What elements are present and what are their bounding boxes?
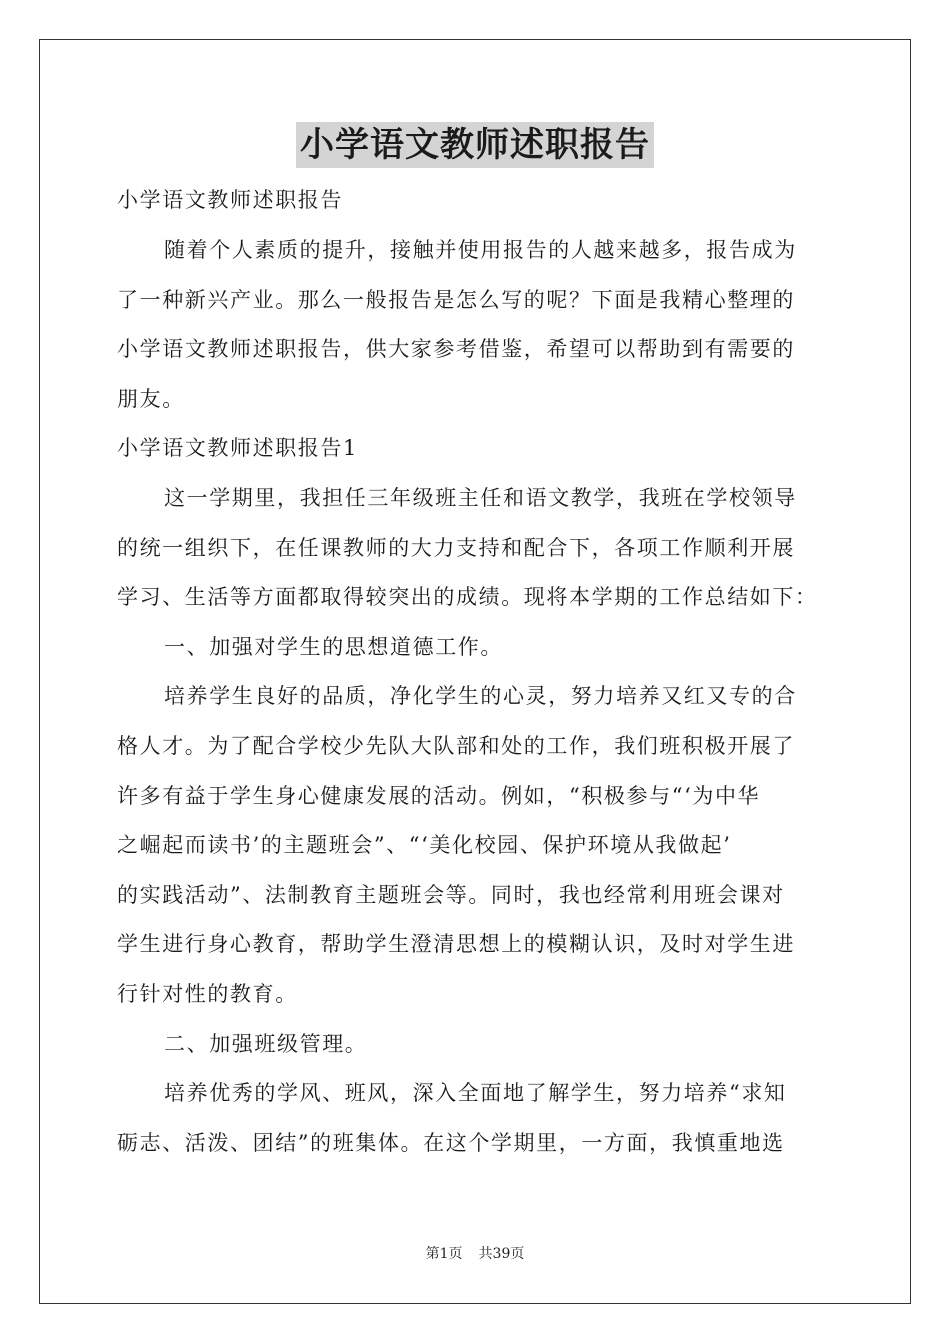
title-container [0, 122, 950, 168]
page-number: 第1页 [425, 1246, 463, 1262]
paragraph-line: 培养学生良好的品质，净化学生的心灵，努力培养又红又专的合 [164, 684, 797, 709]
page-total: 共39页 [478, 1246, 525, 1262]
subtitle-line: 小学语文教师述职报告 [117, 188, 343, 212]
paragraph-line: 小学语文教师述职报告，供大家参考借鉴，希望可以帮助到有需要的 [117, 337, 795, 362]
paragraph-line: 这一学期里，我担任三年级班主任和语文教学，我班在学校领导 [164, 485, 797, 510]
paragraph-line: 了一种新兴产业。那么一般报告是怎么写的呢？下面是我精心整理的 [117, 287, 795, 312]
paragraph-line: 随着个人素质的提升，接触并使用报告的人越来越多，报告成为 [164, 238, 797, 262]
paragraph-line: 培养优秀的学风、班风，深入全面地了解学生，努力培养“求知 [164, 1081, 787, 1106]
subsection-heading: 二、加强班级管理。 [164, 1031, 368, 1056]
paragraph-line: 学生进行身心教育，帮助学生澄清思想上的模糊认识，及时对学生进 [117, 932, 795, 957]
subsection-heading: 一、加强对学生的思想道德工作。 [164, 634, 503, 659]
page-footer [0, 1243, 950, 1263]
paragraph-line: 的实践活动”、法制教育主题班会等。同时，我也经常利用班会课对 [117, 882, 785, 907]
paragraph-line: 学习、生活等方面都取得较突出的成绩。现将本学期的工作总结如下： [117, 585, 818, 610]
paragraph-line: 朋友。 [117, 386, 185, 411]
paragraph-line: 之崛起而读书’的主题班会”、“‘美化校园、保护环境从我做起’ [117, 833, 732, 858]
document-title: 小学语文教师述职报告 [296, 122, 654, 168]
paragraph-line: 许多有益于学生身心健康发展的活动。例如，“积极参与“‘为中华 [117, 783, 761, 808]
paragraph-line: 格人才。为了配合学校少先队大队部和处的工作，我们班积极开展了 [117, 733, 795, 758]
paragraph-line: 行针对性的教育。 [117, 981, 298, 1006]
paragraph-line: 的统一组织下，在任课教师的大力支持和配合下，各项工作顺利开展 [117, 535, 795, 560]
document-body [117, 180, 835, 1172]
paragraph-line: 砺志、活泼、团结”的班集体。在这个学期里，一方面，我慎重地选 [117, 1130, 785, 1155]
section-heading: 小学语文教师述职报告1 [117, 436, 358, 461]
